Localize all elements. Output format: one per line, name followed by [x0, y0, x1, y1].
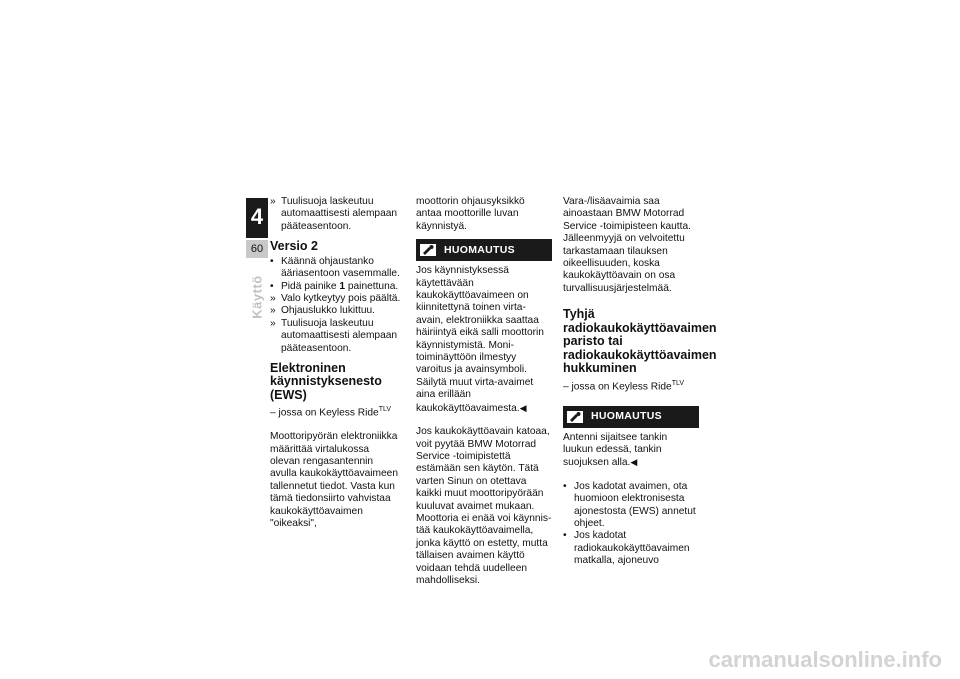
option-note: – jossa on Keyless Ride$^{TLV}$	[563, 379, 685, 393]
section-heading-battery: Tyhjä radiokaukokäyttöavaimen paristo tai radiokaukokäyttöavaimen hukkuminen	[563, 307, 717, 376]
notice-banner: HUOMAUTUS	[563, 406, 699, 428]
section-heading-version-2: Versio 2	[270, 239, 318, 254]
tools-icon	[420, 244, 436, 256]
notice-banner: HUOMAUTUS	[416, 239, 552, 261]
list-item: » Ohjauslukko lukittuu.	[270, 305, 376, 317]
tools-icon	[567, 411, 583, 423]
list-item: • Pidä painike 1 painettuna.	[270, 280, 399, 292]
paragraph: Jos kaukokäyttöavain katoaa, voit pyytää BMW Motorrad Service -toimipistettä estämään sen käytön. Tätä varten Sinun on otettava kaikki muut moottoripyörään kuuluvat avaimet mukaan.	[416, 426, 550, 512]
column-2	[416, 196, 552, 587]
section-heading-ews: Elektroninen käynnistyksenesto (EWS)	[270, 360, 382, 402]
section-label: Käyttö	[249, 275, 265, 319]
list-item: • Käännä ohjaustanko ääriasentoon vasemmalle.	[270, 255, 400, 280]
column-1	[270, 196, 406, 531]
notice-text: Säilytä muut virta-avaimet aina erillään kaukokäyttöavaimesta.◀	[416, 376, 534, 414]
paragraph: Moottoripyörän elektroniikka määrittää virtalukossa olevan rengasantennin avulla kaukokäyttöavaimeen tallennetut tiedot. Vasta kun tämä tiedonsiirto vahvistaa kaukokäyttöavaimen "oikeaksi",	[270, 431, 398, 530]
watermark: carmanualsonline.info	[708, 647, 942, 672]
end-mark-icon: ◀	[519, 402, 527, 413]
paragraph: Moottoria ei enää voi käynnistää kaukokäyttöavaimella, jonka käyttö on estetty, mutta tällaisen avaimen käyttö voidaan tehdä uudelleen mahdolliseksi.	[416, 512, 552, 586]
column-3	[563, 196, 717, 568]
list-item: » Valo kytkeytyy pois päältä.	[270, 292, 401, 304]
list-item: • Jos kadotat avaimen, ota huomioon elektronisesta ajonestosta (EWS) annetut ohjeet.	[563, 480, 696, 529]
paragraph: Vara-/lisäavaimia saa ainoastaan BMW Motorrad Service -toimipisteen kautta. Jälleenmyyjä on velvoitettu tarkastamaan tilauksen oikeellisuuden, koska kaukokäyttöavain on osa turvallisuusjärjestelmää.	[563, 196, 691, 294]
page-number: 60	[246, 240, 268, 258]
notice-text: Antenni sijaitsee tankin luukun edessä, tankin suojuksen alla.◀	[563, 431, 668, 469]
option-note: – jossa on Keyless Ride$^{TLV}$	[270, 406, 392, 419]
chapter-tab: 4	[246, 198, 268, 238]
list-item: » Tuulisuoja laskeutuu automaattisesti alempaan pääteasentoon.	[270, 196, 398, 232]
list-item: » Tuulisuoja laskeutuu automaattisesti alempaan pääteasentoon.	[270, 317, 398, 354]
notice-text: Jos käynnistyksessä käytettävään kaukokäyttöavaimeen on kiinnitettynä toinen virta-avain, elektroniikka saattaa häiriintyä eikä salli moottorin käynnistymistä. Monitoiminäyttöön ilmestyy varoitus ja avainsymboli.	[416, 265, 544, 376]
list-item: • Jos kadotat radiokaukokäyttöavaimen matkalla, ajoneuvo	[563, 530, 690, 567]
paragraph: moottorin ohjausyksikkö antaa moottorille luvan käynnistyä.	[416, 196, 525, 232]
end-mark-icon: ◀	[630, 457, 638, 468]
